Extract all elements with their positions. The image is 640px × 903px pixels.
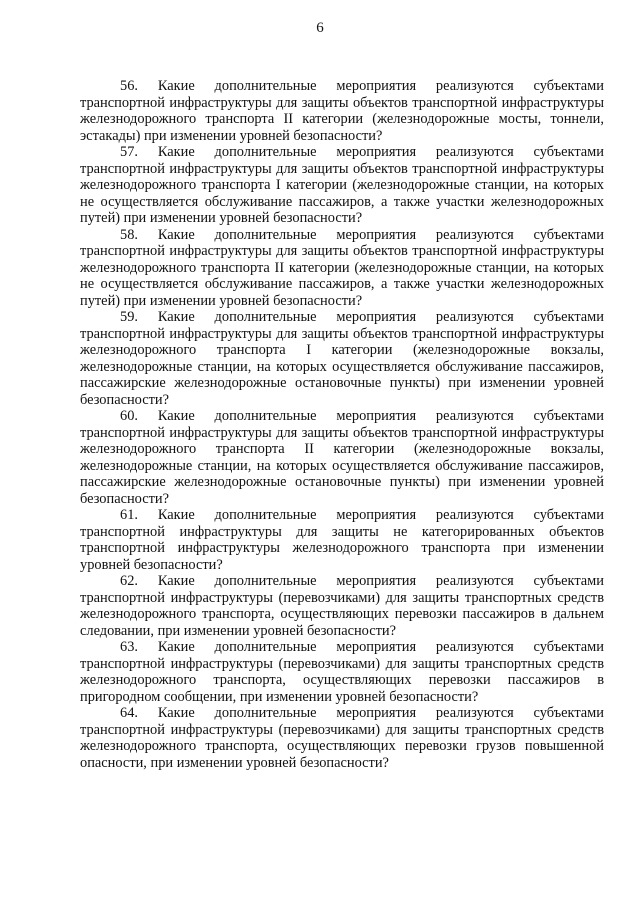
page-number: 6 — [316, 20, 324, 36]
question-text: Какие дополнительные мероприятия реализуются субъектами транспортной инфраструктуры для защиты объектов транспортной инфраструктуры железнодорожного транспорта II категории (железнодорожные вокзалы, железнодорожные станции, на которых осуществляется обслуживание пассажиров, пассажирские железнодорожные остановочные пункты) при изменении уровней безопасности? — [80, 408, 604, 507]
question-number: 61. — [120, 507, 138, 523]
question-text: Какие дополнительные мероприятия реализуются субъектами транспортной инфраструктуры (перевозчиками) для защиты транспортных средств железнодорожного транспорта, осуществляющих перевозки грузов повышенной опасности, при изменении уровней безопасности? — [80, 705, 604, 771]
question-text: Какие дополнительные мероприятия реализуются субъектами транспортной инфраструктуры для защиты объектов транспортной инфраструктуры железнодорожного транспорта II категории (железнодорожные мосты, тоннели, эстакады) при изменении уровней безопасности? — [80, 78, 604, 144]
question-number: 63. — [120, 639, 138, 655]
question-item — [80, 507, 604, 573]
question-number: 59. — [120, 309, 138, 325]
question-item — [80, 144, 604, 227]
question-text: Какие дополнительные мероприятия реализуются субъектами транспортной инфраструктуры для защиты не категорированных объектов транспортной инфраструктуры железнодорожного транспорта при изменении уровней безопасности? — [80, 507, 604, 573]
question-number: 64. — [120, 705, 138, 721]
question-item — [80, 227, 604, 310]
question-item — [80, 705, 604, 771]
question-item — [80, 573, 604, 639]
question-item — [80, 408, 604, 507]
question-item — [80, 639, 604, 705]
question-text: Какие дополнительные мероприятия реализуются субъектами транспортной инфраструктуры (перевозчиками) для защиты транспортных средств железнодорожного транспорта, осуществляющих перевозки пассажиров в пригородном сообщении, при изменении уровней безопасности? — [80, 639, 604, 705]
question-number: 56. — [120, 78, 138, 94]
question-number: 58. — [120, 226, 138, 243]
question-text: Какие дополнительные мероприятия реализуются субъектами транспортной инфраструктуры (перевозчиками) для защиты транспортных средств железнодорожного транспорта, осуществляющих перевозки пассажиров в дальнем следовании, при изменении уровней безопасности? — [80, 573, 604, 639]
question-number: 60. — [120, 408, 138, 424]
question-number: 62. — [120, 573, 138, 589]
question-list — [80, 78, 604, 771]
question-item — [80, 309, 604, 408]
question-text: Какие дополнительные мероприятия реализуются субъектами транспортной инфраструктуры для защиты объектов транспортной инфраструктуры железнодорожного транспорта I категории (железнодорожные вокзалы, железнодорожные станции, на которых осуществляется обслуживание пассажиров, пассажирские железнодорожные остановочные пункты) при изменении уровней безопасности? — [80, 309, 604, 408]
question-text: Какие дополнительные мероприятия реализуются субъектами транспортной инфраструктуры для защиты объектов транспортной инфраструктуры железнодорожного транспорта II категории (железнодорожные станции, на которых не осуществляется обслуживание пассажиров, а также участки железнодорожных путей) при изменении уровней безопасности? — [80, 226, 604, 309]
question-text: Какие дополнительные мероприятия реализуются субъектами транспортной инфраструктуры для защиты объектов транспортной инфраструктуры железнодорожного транспорта I категории (железнодорожные станции, на которых не осуществляется обслуживание пассажиров, а также участки железнодорожных путей) при изменении уровней безопасности? — [80, 144, 604, 226]
question-number: 57. — [120, 144, 138, 160]
question-item — [80, 78, 604, 144]
